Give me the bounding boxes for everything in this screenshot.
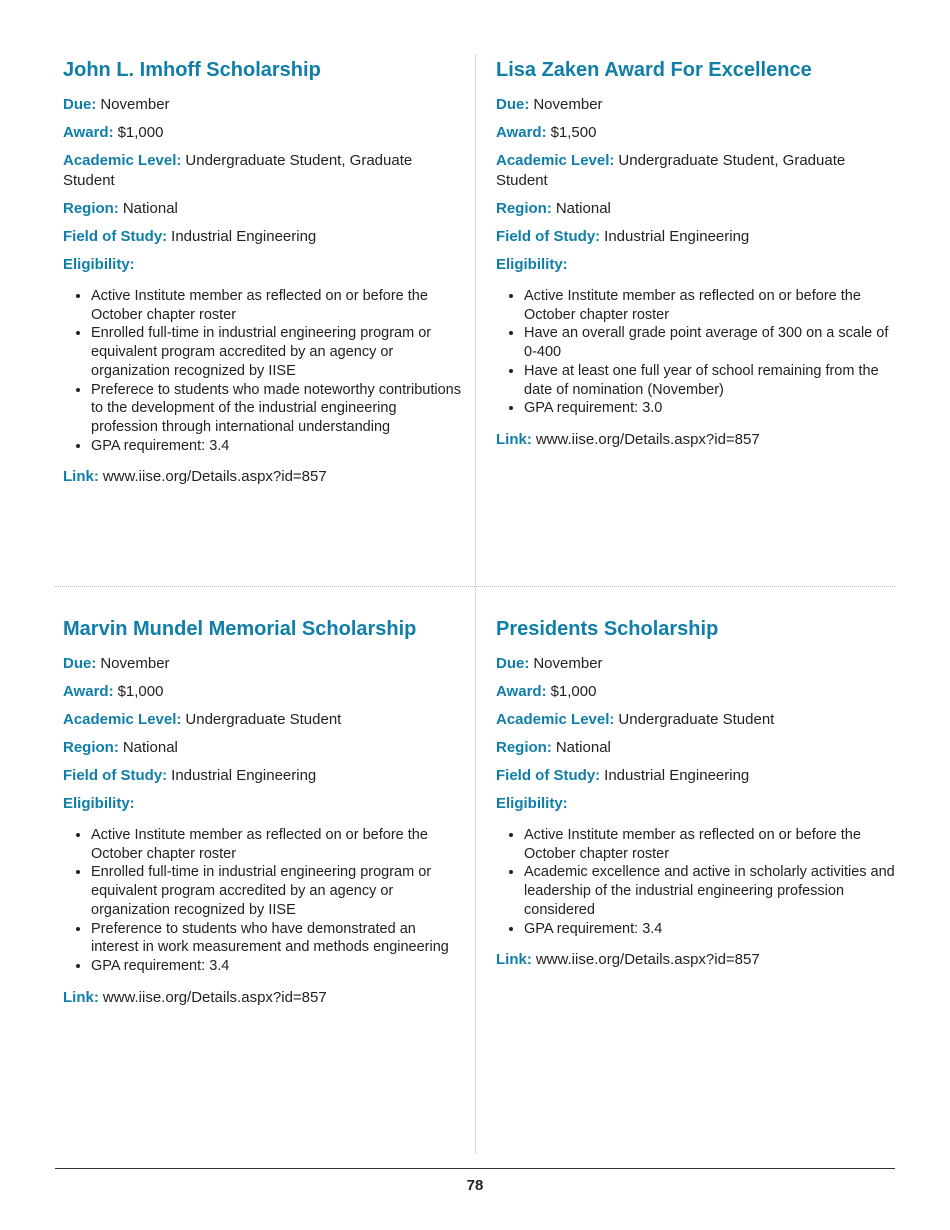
academic-level-row — [63, 710, 463, 730]
scholarship-title: John L. Imhoff Scholarship — [63, 59, 321, 81]
eligibility-heading: Eligibility: — [496, 795, 568, 812]
link-row — [63, 988, 463, 1008]
link-url[interactable]: www.iise.org/Details.aspx?id=857 — [535, 951, 760, 969]
academic-level-value: Undergraduate Student, Graduate Student — [63, 152, 413, 189]
link-url[interactable]: www.iise.org/Details.aspx?id=857 — [535, 430, 760, 448]
scholarship-title: Marvin Mundel Memorial Scholarship — [63, 618, 417, 640]
field-of-study-value: Industrial Engineering — [604, 228, 750, 245]
link-label: Link: — [496, 430, 532, 448]
footer-rule — [55, 1168, 895, 1169]
award-value: $1,500 — [550, 124, 597, 141]
due-label: Due: — [63, 655, 97, 672]
academic-level-label: Academic Level: — [63, 152, 182, 169]
scholarship-title: Presidents Scholarship — [496, 618, 719, 640]
due-row — [496, 654, 896, 674]
academic-level-value: Undergraduate Student, Graduate Student — [496, 152, 846, 189]
region-label: Region: — [496, 200, 552, 217]
eligibility-item: • Active Institute member as reflected on or before the October chapter roster — [91, 287, 463, 324]
eligibility-item: • GPA requirement: 3.4 — [524, 920, 896, 939]
horizontal-divider — [55, 586, 895, 587]
link-label: Link: — [63, 468, 99, 486]
award-value: $1,000 — [550, 683, 597, 700]
award-row — [496, 123, 896, 143]
field-of-study-label: Field of Study: — [496, 767, 601, 784]
academic-level-label: Academic Level: — [496, 711, 615, 728]
vertical-divider — [475, 55, 476, 1153]
link-label: Link: — [496, 951, 532, 969]
academic-level-value: Undergraduate Student — [618, 711, 775, 728]
eligibility-item: • Preference to students who have demonstrated an interest in work measurement and methods engineering — [91, 920, 463, 957]
eligibility-item: • GPA requirement: 3.4 — [91, 957, 463, 976]
field-of-study-value: Industrial Engineering — [604, 767, 750, 784]
academic-level-label: Academic Level: — [496, 152, 615, 169]
scholarship-card-imhoff — [63, 58, 463, 487]
link-label: Link: — [63, 988, 99, 1006]
region-value: National — [555, 739, 611, 756]
academic-level-label: Academic Level: — [63, 711, 182, 728]
award-label: Award: — [63, 124, 114, 141]
eligibility-item: • Enrolled full-time in industrial engineering program or equivalent program accredited by an agency or organization recognized by IISE — [91, 863, 463, 919]
field-of-study-row — [496, 766, 896, 786]
scholarship-card-presidents — [496, 617, 896, 970]
eligibility-list — [496, 287, 896, 418]
academic-level-value: Undergraduate Student — [185, 711, 342, 728]
link-url[interactable]: www.iise.org/Details.aspx?id=857 — [102, 468, 327, 486]
eligibility-list — [63, 287, 463, 455]
eligibility-item: • Active Institute member as reflected on or before the October chapter roster — [524, 287, 896, 324]
link-url[interactable]: www.iise.org/Details.aspx?id=857 — [102, 988, 327, 1006]
page-number: 78 — [466, 1177, 484, 1194]
academic-level-row — [496, 151, 896, 191]
region-row — [63, 199, 463, 219]
region-value: National — [555, 200, 611, 217]
academic-level-row — [496, 710, 896, 730]
due-row — [63, 654, 463, 674]
region-label: Region: — [63, 739, 119, 756]
region-label: Region: — [63, 200, 119, 217]
link-row — [496, 950, 896, 970]
field-of-study-value: Industrial Engineering — [171, 767, 317, 784]
award-value: $1,000 — [117, 124, 164, 141]
due-label: Due: — [496, 96, 530, 113]
field-of-study-row — [63, 227, 463, 247]
scholarship-card-zaken — [496, 58, 896, 450]
region-row — [496, 199, 896, 219]
eligibility-heading: Eligibility: — [496, 256, 568, 273]
due-value: November — [533, 96, 603, 113]
award-label: Award: — [496, 124, 547, 141]
region-label: Region: — [496, 739, 552, 756]
award-row — [63, 682, 463, 702]
field-of-study-label: Field of Study: — [63, 228, 168, 245]
due-label: Due: — [63, 96, 97, 113]
eligibility-heading: Eligibility: — [63, 256, 135, 273]
eligibility-heading: Eligibility: — [63, 795, 135, 812]
eligibility-list — [496, 826, 896, 938]
award-label: Award: — [63, 683, 114, 700]
link-row — [496, 430, 896, 450]
eligibility-item: • Active Institute member as reflected on or before the October chapter roster — [91, 826, 463, 863]
eligibility-item: • Academic excellence and active in scholarly activities and leadership of the industrial engineering profession considered — [524, 863, 896, 919]
region-value: National — [122, 739, 178, 756]
eligibility-item: • Have at least one full year of school remaining from the date of nomination (November) — [524, 362, 896, 399]
eligibility-item: • Active Institute member as reflected on or before the October chapter roster — [524, 826, 896, 863]
field-of-study-label: Field of Study: — [63, 767, 168, 784]
due-value: November — [100, 96, 170, 113]
due-row — [63, 95, 463, 115]
eligibility-list — [63, 826, 463, 976]
field-of-study-row — [496, 227, 896, 247]
academic-level-row — [63, 151, 463, 191]
due-row — [496, 95, 896, 115]
eligibility-item: • GPA requirement: 3.4 — [91, 437, 463, 456]
due-value: November — [100, 655, 170, 672]
due-label: Due: — [496, 655, 530, 672]
region-row — [496, 738, 896, 758]
field-of-study-row — [63, 766, 463, 786]
scholarship-card-mundel — [63, 617, 463, 1008]
link-row — [63, 467, 463, 487]
eligibility-item: • Preferece to students who made noteworthy contributions to the development of the industrial engineering profession through international understanding — [91, 381, 463, 437]
award-label: Award: — [496, 683, 547, 700]
region-value: National — [122, 200, 178, 217]
field-of-study-value: Industrial Engineering — [171, 228, 317, 245]
eligibility-item: • GPA requirement: 3.0 — [524, 399, 896, 418]
eligibility-item: • Have an overall grade point average of 300 on a scale of 0-400 — [524, 324, 896, 361]
region-row — [63, 738, 463, 758]
scholarship-title: Lisa Zaken Award For Excellence — [496, 59, 812, 81]
eligibility-item: • Enrolled full-time in industrial engineering program or equivalent program accredited by an agency or organization recognized by IISE — [91, 324, 463, 380]
award-value: $1,000 — [117, 683, 164, 700]
field-of-study-label: Field of Study: — [496, 228, 601, 245]
award-row — [496, 682, 896, 702]
award-row — [63, 123, 463, 143]
due-value: November — [533, 655, 603, 672]
